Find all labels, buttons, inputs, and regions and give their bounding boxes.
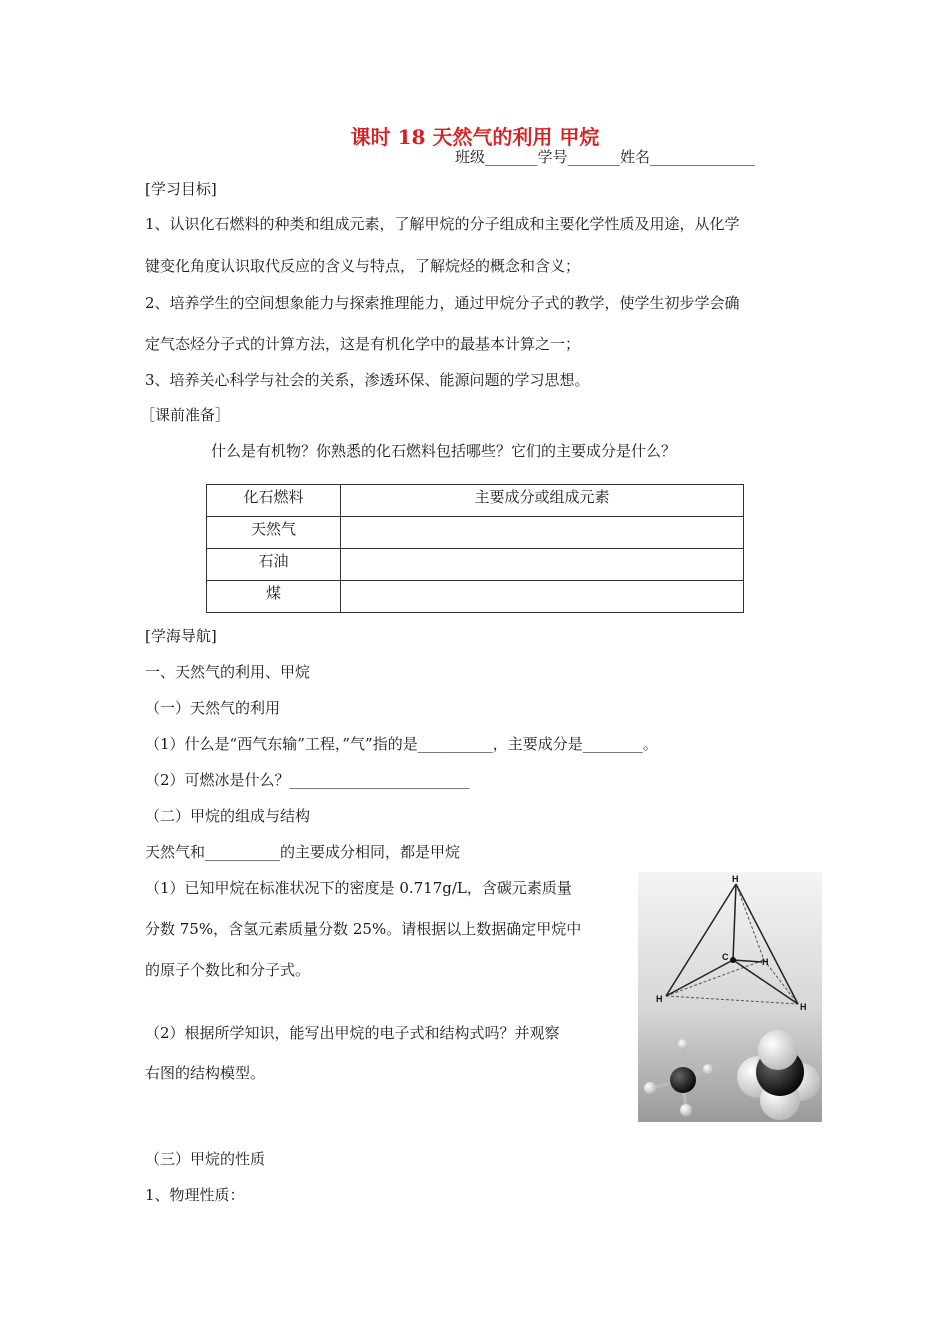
fuel-table	[206, 484, 744, 613]
atom-label: H	[656, 994, 663, 1004]
goal-line: 1、认识化石燃料的种类和组成元素，了解甲烷的分子组成和主要化学性质及用途，从化学	[145, 215, 740, 233]
goal-line: 3、培养关心科学与社会的关系，渗透环保、能源问题的学习思想。	[145, 371, 590, 389]
goal-line: 键变化角度认识取代反应的含义与特点，了解烷烃的概念和含义；	[145, 257, 581, 275]
problem-line: 分数 75%，含氢元素质量分数 25%。请根据以上数据确定甲烷中	[145, 920, 582, 938]
atom-label: H	[732, 874, 739, 884]
table-header: 主要成分或组成元素	[341, 485, 744, 517]
table-cell-blank[interactable]	[341, 517, 744, 549]
goal-line: 定气态烃分子式的计算方法，这是有机化学中的最基本计算之一；	[145, 335, 581, 353]
atom-label: C	[722, 952, 729, 962]
goal-line: 2、培养学生的空间想象能力与探索推理能力，通过甲烷分子式的教学，使学生初步学会确	[145, 294, 740, 312]
table-row	[207, 581, 744, 613]
table-cell-blank[interactable]	[341, 581, 744, 613]
prep-heading: ［课前准备］	[140, 406, 231, 424]
table-cell: 石油	[207, 549, 341, 581]
problem-line: 的原子个数比和分子式。	[145, 961, 311, 979]
guide-heading: [学海导航]	[145, 627, 217, 645]
table-cell: 煤	[207, 581, 341, 613]
student-info: 班级_______学号_______姓名______________	[455, 148, 756, 166]
problem-line: （2）根据所学知识，能写出甲烷的电子式和结构式吗？并观察	[145, 1024, 560, 1042]
table-header: 化石燃料	[207, 485, 341, 517]
problem-line: 右图的结构模型。	[145, 1064, 266, 1082]
statement-line: 天然气和__________的主要成分相同，都是甲烷	[145, 843, 461, 861]
goals-heading: [学习目标]	[145, 180, 217, 198]
atom-label: H	[800, 1002, 807, 1012]
subsection-heading: （三）甲烷的性质	[145, 1150, 266, 1168]
question-line: （1）什么是“西气东输”工程，”气”指的是__________，主要成分是________。	[145, 735, 658, 753]
atom-label: H	[762, 957, 769, 967]
table-header-row	[207, 485, 744, 517]
table-row	[207, 517, 744, 549]
section-heading: 一、天然气的利用、甲烷	[145, 663, 311, 681]
question-line: （2）可燃冰是什么？________________________	[145, 771, 470, 789]
table-cell-blank[interactable]	[341, 549, 744, 581]
problem-line: （1）已知甲烷在标准状况下的密度是 0.717g/L，含碳元素质量	[145, 879, 572, 897]
subsection-heading: （二）甲烷的组成与结构	[145, 807, 311, 825]
subsection-heading: （一）天然气的利用	[145, 699, 281, 717]
prep-question: 什么是有机物？你熟悉的化石燃料包括哪些？它们的主要成分是什么？	[211, 442, 677, 460]
table-cell: 天然气	[207, 517, 341, 549]
page-title: 课时 18 天然气的利用 甲烷	[350, 125, 600, 149]
physical-properties-label: 1、物理性质：	[145, 1186, 245, 1204]
methane-structure-figure	[638, 872, 822, 1122]
table-row	[207, 549, 744, 581]
